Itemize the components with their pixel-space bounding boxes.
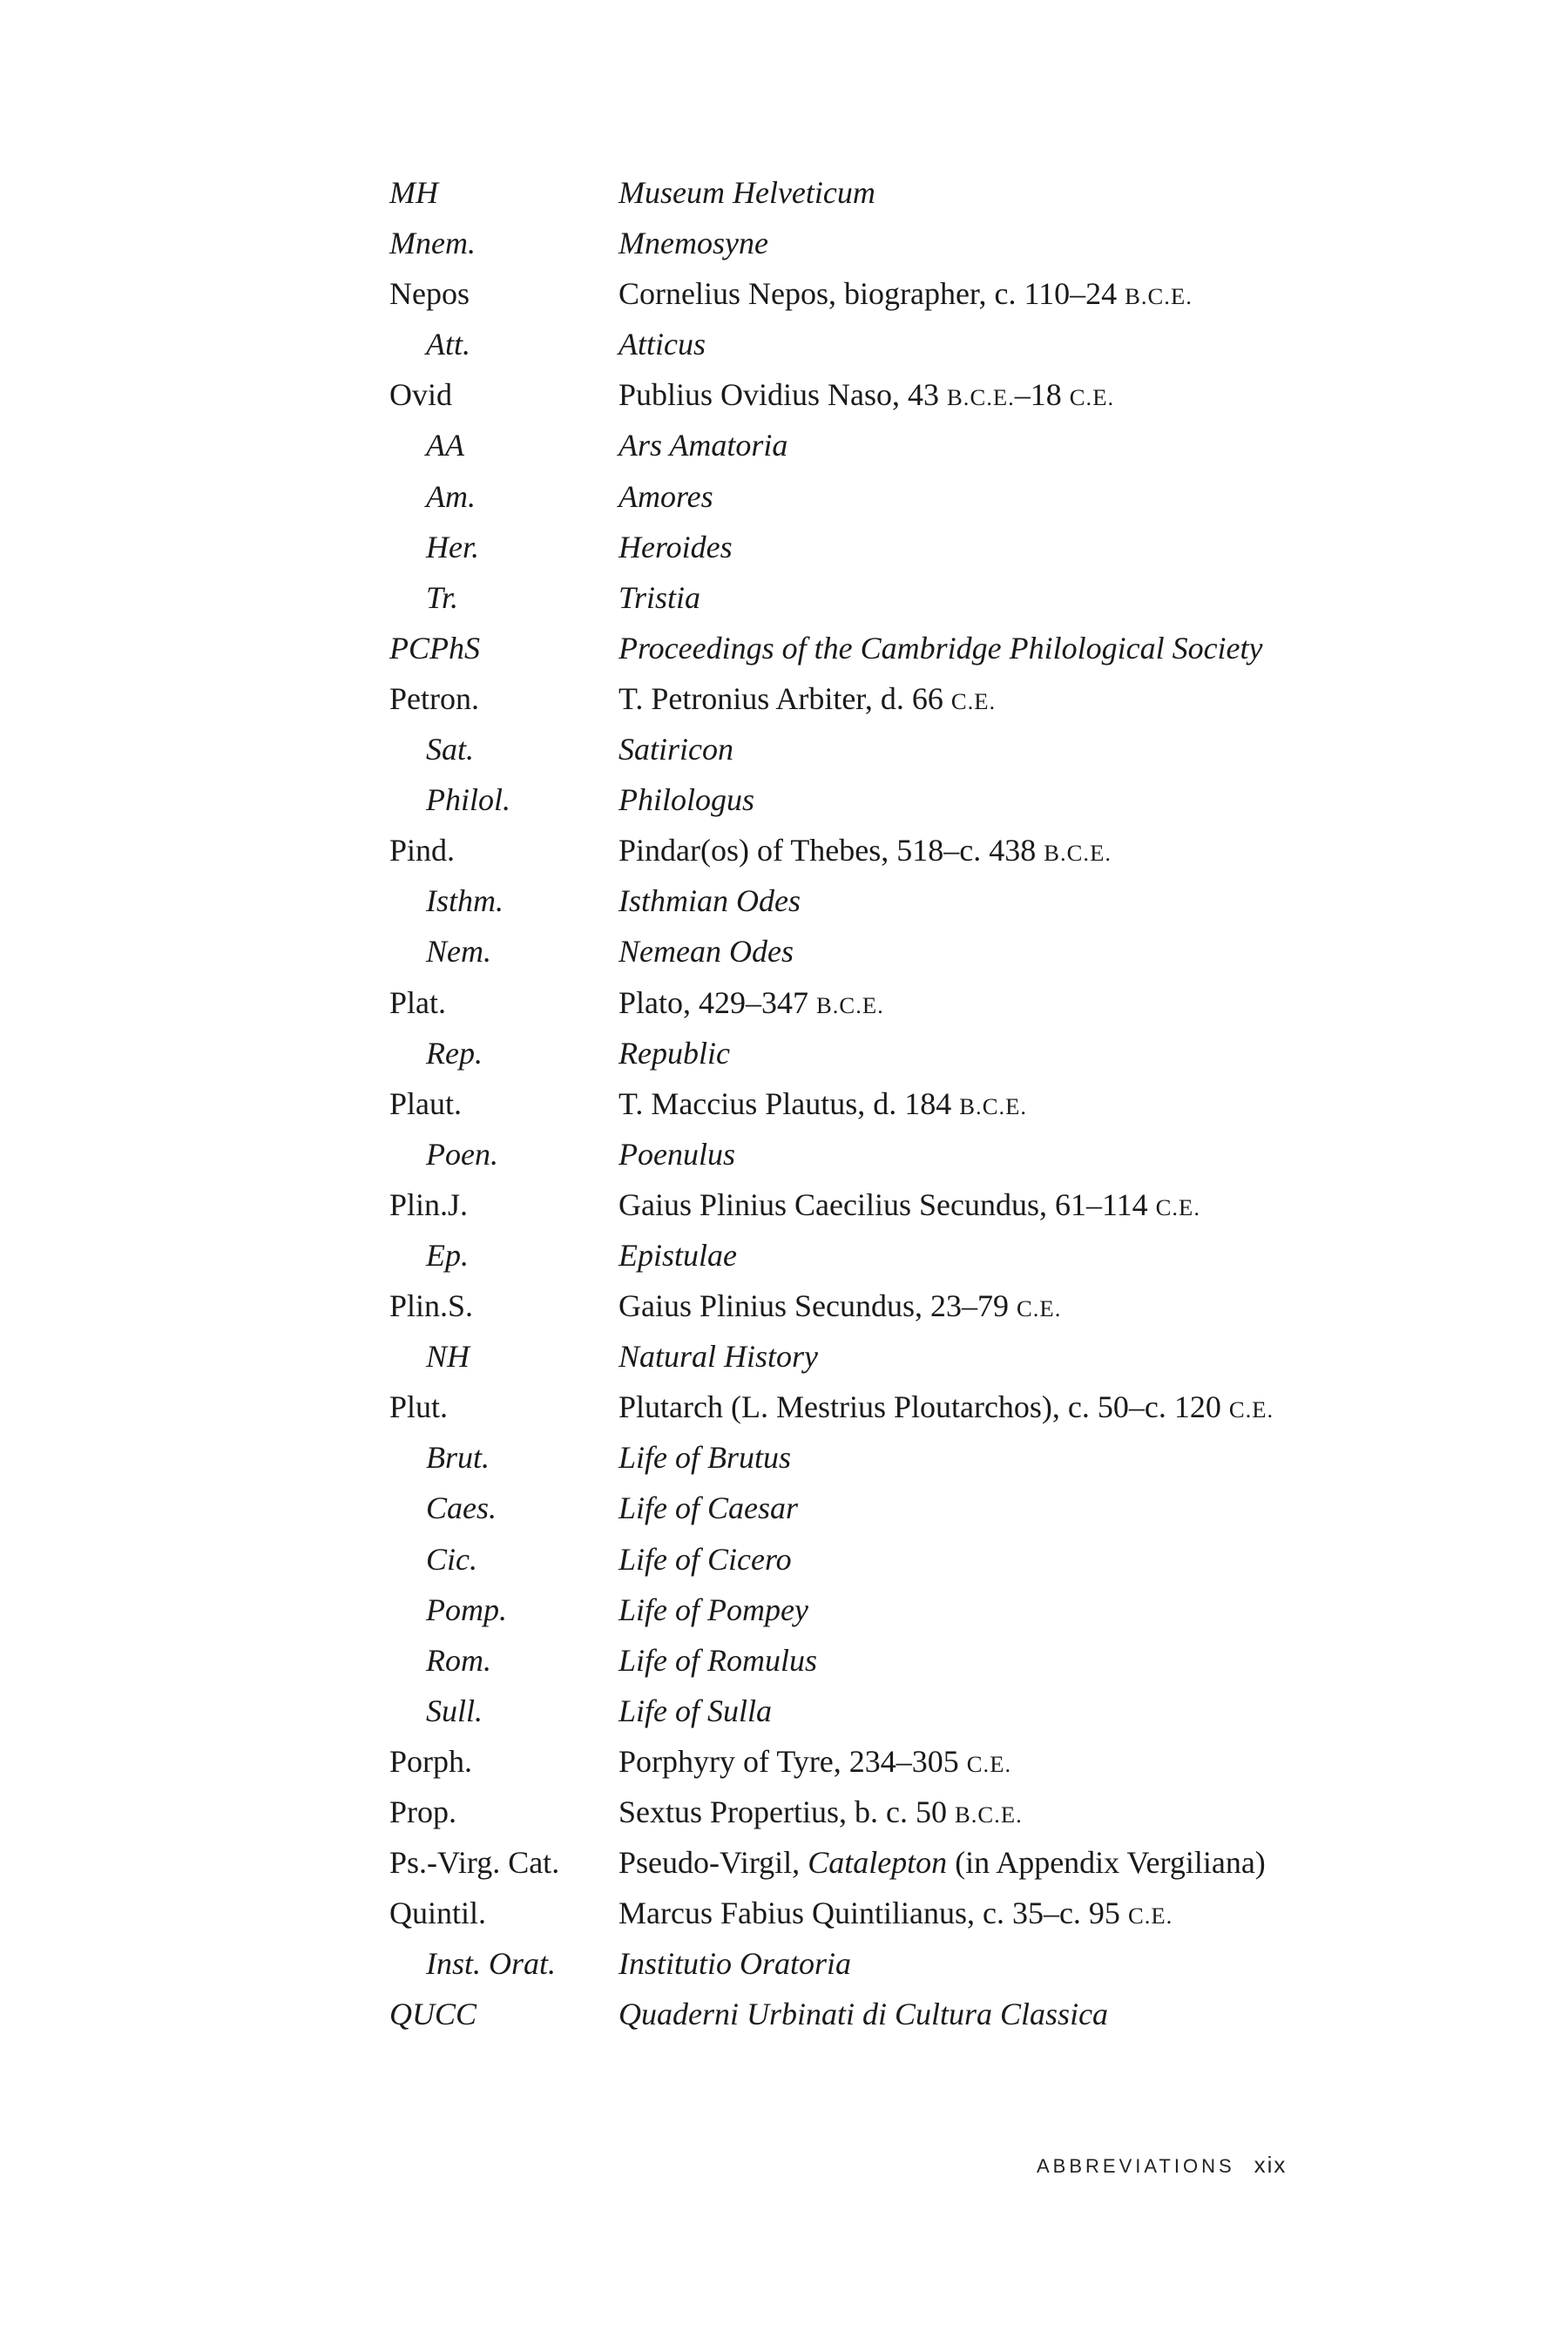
expansion-segment: Amores xyxy=(618,478,713,514)
expansion-segment: B.C.E. xyxy=(954,1801,1023,1828)
page-number: xix xyxy=(1254,2152,1288,2178)
expansion-segment: Life of Romulus xyxy=(618,1642,818,1678)
abbreviation-expansion xyxy=(618,1382,1274,1435)
expansion-segment: Museum Helveticum xyxy=(618,175,875,210)
abbreviation: Prop. xyxy=(389,1794,457,1829)
abbreviation-expansion xyxy=(618,319,706,369)
expansion-segment: C.E. xyxy=(966,1750,1012,1777)
abbreviation-expansion xyxy=(618,218,768,268)
abbreviation-expansion xyxy=(618,1078,1027,1132)
expansion-segment: Porphyry of Tyre, 234–305 xyxy=(618,1743,967,1779)
abbreviation-entry xyxy=(389,1585,1522,1635)
abbreviation-expansion xyxy=(618,1179,1200,1233)
abbreviation: Sull. xyxy=(426,1693,483,1728)
abbreviation-expansion xyxy=(618,673,996,727)
abbreviation-entry xyxy=(389,1483,1522,1533)
abbreviation: Am. xyxy=(426,478,476,514)
abbreviation-entry xyxy=(389,977,1522,1028)
abbreviation-expansion xyxy=(618,420,787,470)
abbreviation-expansion xyxy=(618,977,884,1031)
abbreviation-expansion xyxy=(618,1635,817,1686)
abbreviation-entry xyxy=(389,572,1522,623)
abbreviation: PCPhS xyxy=(389,630,480,666)
abbreviation: Ps.-Virg. Cat. xyxy=(389,1845,560,1881)
abbreviation-expansion xyxy=(618,1281,1061,1334)
expansion-segment: Life of Cicero xyxy=(618,1541,792,1577)
expansion-segment: Heroides xyxy=(618,529,733,564)
expansion-segment: Ars Amatoria xyxy=(618,428,788,463)
abbreviation-expansion xyxy=(618,825,1112,878)
abbreviation-entry xyxy=(389,1787,1522,1837)
abbreviation: Pind. xyxy=(389,833,456,868)
expansion-segment: Tristia xyxy=(618,579,701,615)
abbreviation: Tr. xyxy=(426,579,459,615)
expansion-segment: C.E. xyxy=(1228,1396,1274,1423)
abbreviation-expansion xyxy=(618,1787,1023,1840)
abbreviation-entry xyxy=(389,369,1522,420)
abbreviation: Plut. xyxy=(389,1389,449,1425)
abbreviation-entry xyxy=(389,1281,1522,1331)
expansion-segment: Natural History xyxy=(618,1339,819,1375)
expansion-segment: Atticus xyxy=(618,327,706,362)
expansion-segment: Nemean Odes xyxy=(618,934,794,970)
expansion-segment: Life of Sulla xyxy=(618,1693,773,1728)
expansion-segment: Life of Pompey xyxy=(618,1592,808,1627)
abbreviation: Brut. xyxy=(426,1440,490,1476)
abbreviation-expansion xyxy=(618,774,754,825)
abbreviation: Caes. xyxy=(426,1490,497,1526)
abbreviation: Isthm. xyxy=(426,883,504,919)
expansion-segment: Republic xyxy=(618,1035,730,1071)
expansion-segment: Pindar(os) of Thebes, 518–c. 438 xyxy=(618,833,1044,868)
expansion-segment: Proceedings of the Cambridge Philological Society xyxy=(618,630,1263,666)
abbreviation-entry xyxy=(389,471,1522,522)
abbreviation: NH xyxy=(426,1339,470,1375)
expansion-segment: Philologus xyxy=(618,782,755,818)
expansion-segment: Satiricon xyxy=(618,732,733,767)
abbreviation-entry xyxy=(389,268,1522,319)
abbreviation-expansion xyxy=(618,268,1193,321)
expansion-segment: Life of Brutus xyxy=(618,1440,792,1476)
expansion-segment: T. Petronius Arbiter, d. 66 xyxy=(618,680,951,716)
abbreviation: Petron. xyxy=(389,680,479,716)
abbreviation-expansion xyxy=(618,1331,818,1382)
abbreviation: Ep. xyxy=(426,1237,469,1273)
abbreviation-entry xyxy=(389,1028,1522,1078)
abbreviation-expansion xyxy=(618,1230,737,1281)
abbreviation: Inst. Orat. xyxy=(426,1946,557,1982)
abbreviation: Porph. xyxy=(389,1743,473,1779)
expansion-segment: Plutarch (L. Mestrius Ploutarchos), c. 50–c. 120 xyxy=(618,1389,1229,1425)
expansion-segment: Life of Caesar xyxy=(618,1490,799,1526)
abbreviation: Rom. xyxy=(426,1642,491,1678)
abbreviation-entry xyxy=(389,875,1522,926)
abbreviation: Rep. xyxy=(426,1035,483,1071)
abbreviation-expansion xyxy=(618,1432,791,1483)
abbreviation-entry xyxy=(389,1989,1522,2039)
abbreviation-expansion xyxy=(618,167,875,218)
abbreviation-expansion xyxy=(618,1736,1011,1789)
abbreviation-expansion xyxy=(618,1585,808,1635)
abbreviation-expansion xyxy=(618,926,794,977)
abbreviation-expansion xyxy=(618,471,713,522)
abbreviation-expansion xyxy=(618,572,700,623)
abbreviation-entry xyxy=(389,167,1522,218)
abbreviation-entry xyxy=(389,673,1522,724)
expansion-segment: B.C.E. xyxy=(959,1092,1028,1119)
abbreviation-entry xyxy=(389,1129,1522,1179)
abbreviation-expansion xyxy=(618,623,1263,673)
expansion-segment: C.E. xyxy=(1127,1903,1173,1930)
abbreviation: Sat. xyxy=(426,732,475,767)
abbreviation: Quintil. xyxy=(389,1896,487,1931)
abbreviation-expansion xyxy=(618,1129,735,1179)
expansion-segment: Catalepton xyxy=(808,1845,948,1881)
abbreviation-expansion xyxy=(618,1483,798,1533)
abbreviation: Att. xyxy=(426,327,470,362)
abbreviation-expansion xyxy=(618,1989,1108,2039)
abbreviation-entry xyxy=(389,319,1522,369)
expansion-segment: (in Appendix Vergiliana) xyxy=(947,1845,1266,1881)
expansion-segment: C.E. xyxy=(1155,1193,1200,1220)
abbreviation-entry xyxy=(389,1686,1522,1736)
abbreviation-entry xyxy=(389,1635,1522,1686)
abbreviation-entry xyxy=(389,774,1522,825)
abbreviation-entry xyxy=(389,1230,1522,1281)
expansion-segment: Isthmian Odes xyxy=(618,883,801,919)
abbreviation: Her. xyxy=(426,529,479,564)
abbreviation: Nem. xyxy=(426,934,491,970)
running-head: ABBREVIATIONS xyxy=(1037,2155,1235,2177)
expansion-segment: Institutio Oratoria xyxy=(618,1946,852,1982)
abbreviation: Poen. xyxy=(426,1136,498,1172)
abbreviation-entry xyxy=(389,1534,1522,1585)
abbreviation-entry xyxy=(389,1888,1522,1938)
abbreviation-expansion xyxy=(618,1534,792,1585)
abbreviation-entry xyxy=(389,1078,1522,1129)
expansion-segment: Poenulus xyxy=(618,1136,735,1172)
abbreviation-entry xyxy=(389,420,1522,470)
abbreviation: Nepos xyxy=(389,276,470,312)
expansion-segment: Cornelius Nepos, biographer, c. 110–24 xyxy=(618,276,1125,312)
expansion-segment: B.C.E. xyxy=(1044,840,1112,867)
expansion-segment: Sextus Propertius, b. c. 50 xyxy=(618,1794,955,1829)
abbreviation-entry xyxy=(389,1331,1522,1382)
expansion-segment: B.C.E. xyxy=(1125,283,1193,310)
abbreviation: Pomp. xyxy=(426,1592,507,1627)
expansion-segment: C.E. xyxy=(1017,1295,1062,1322)
abbreviation-entry xyxy=(389,1382,1522,1432)
abbreviation-expansion xyxy=(618,1938,851,1989)
abbreviation: AA xyxy=(426,428,464,463)
abbreviation-entry xyxy=(389,522,1522,572)
abbreviation: Plin.J. xyxy=(389,1186,469,1222)
abbreviation-expansion xyxy=(618,724,733,774)
abbreviation: Ovid xyxy=(389,377,452,413)
abbreviation: Philol. xyxy=(426,782,510,818)
abbreviation: Plin.S. xyxy=(389,1288,474,1324)
abbreviation-expansion xyxy=(618,522,733,572)
abbreviation-entry xyxy=(389,623,1522,673)
abbreviation-expansion xyxy=(618,369,1114,422)
expansion-segment: T. Maccius Plautus, d. 184 xyxy=(618,1085,960,1121)
expansion-segment: Mnemosyne xyxy=(618,226,768,261)
abbreviation-expansion xyxy=(618,875,801,926)
abbreviation-expansion xyxy=(618,1028,730,1078)
abbreviation: Cic. xyxy=(426,1541,477,1577)
expansion-segment: Marcus Fabius Quintilianus, c. 35–c. 95 xyxy=(618,1896,1128,1931)
expansion-segment: Gaius Plinius Caecilius Secundus, 61–114 xyxy=(618,1186,1156,1222)
abbreviation: Plat. xyxy=(389,984,447,1020)
abbreviation-entry xyxy=(389,825,1522,875)
abbreviations-list xyxy=(389,167,1522,2039)
expansion-segment: Epistulae xyxy=(618,1237,737,1273)
expansion-segment: Plato, 429–347 xyxy=(618,984,817,1020)
expansion-segment: –18 xyxy=(1014,377,1070,413)
abbreviation-entry xyxy=(389,1179,1522,1230)
abbreviation-expansion xyxy=(618,1837,1266,1888)
abbreviation-entry xyxy=(389,724,1522,774)
abbreviation-entry xyxy=(389,1938,1522,1989)
expansion-segment: Quaderni Urbinati di Cultura Classica xyxy=(618,1997,1109,2032)
abbreviation-entry xyxy=(389,926,1522,977)
abbreviation-entry xyxy=(389,1837,1522,1888)
abbreviation-expansion xyxy=(618,1888,1173,1941)
expansion-segment: Pseudo-Virgil, xyxy=(618,1845,808,1881)
abbreviation-expansion xyxy=(618,1686,772,1736)
expansion-segment: Publius Ovidius Naso, 43 xyxy=(618,377,948,413)
expansion-segment: B.C.E. xyxy=(816,991,884,1018)
abbreviation-entry xyxy=(389,1432,1522,1483)
expansion-segment: B.C.E. xyxy=(947,384,1015,411)
expansion-segment: Gaius Plinius Secundus, 23–79 xyxy=(618,1288,1017,1324)
abbreviation: Plaut. xyxy=(389,1085,463,1121)
expansion-segment: C.E. xyxy=(950,687,997,714)
abbreviation: QUCC xyxy=(389,1997,477,2032)
abbreviation: Mnem. xyxy=(389,226,476,261)
page-footer xyxy=(1037,2152,1287,2179)
abbreviation: MH xyxy=(389,175,438,210)
abbreviation-entry xyxy=(389,1736,1522,1787)
abbreviation-entry xyxy=(389,218,1522,268)
expansion-segment: C.E. xyxy=(1069,384,1115,411)
